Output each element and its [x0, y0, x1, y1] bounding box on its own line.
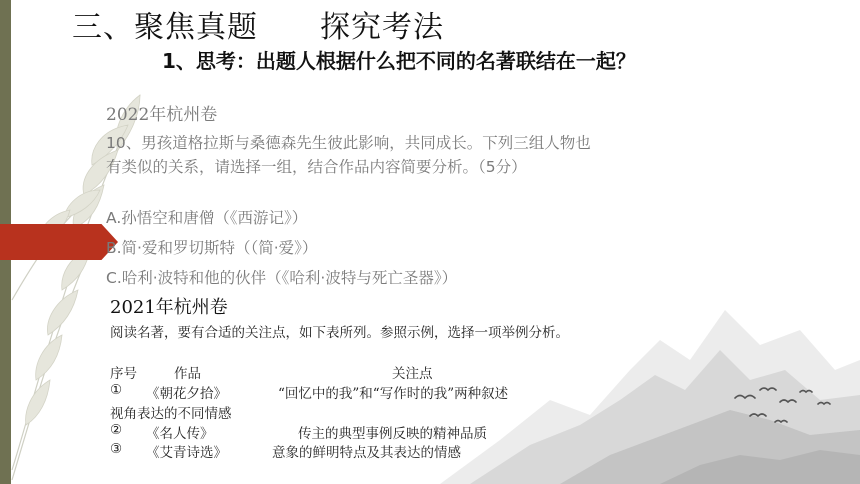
- exam-year-2022: 2022年杭州卷: [106, 105, 218, 125]
- row-focus-continued: 视角表达的不同情感: [110, 406, 232, 422]
- row-number: ①: [110, 382, 123, 398]
- guiding-question: 1、思考：出题人根据什么把不同的名著联结在一起？: [162, 49, 636, 73]
- option-c: C.哈利·波特和他的伙伴（《哈利·波特与死亡圣器》）: [106, 269, 458, 287]
- exam-prompt-2022: 10、男孩道格拉斯与桑德森先生彼此影响，共同成长。下列三组人物也有类似的关系，请选择一组，结合作品内容简要分析。（5分）: [106, 134, 591, 176]
- row-number: ③: [110, 441, 123, 457]
- row-focus: 传主的典型事例反映的精神品质: [298, 426, 487, 442]
- option-b: B.简·爱和罗切斯特（（简·爱》）: [106, 239, 318, 257]
- header-number: 序号: [110, 366, 137, 382]
- row-work: 《名人传》: [146, 426, 214, 442]
- header-work: 作品: [174, 366, 201, 382]
- slide-title: 三、聚焦真题 探究考法: [72, 10, 444, 45]
- row-work: 《朝花夕拾》: [146, 386, 227, 402]
- red-arrow-marker: [0, 224, 118, 260]
- exam-year-2021: 2021年杭州卷: [110, 297, 228, 318]
- row-focus: 意象的鲜明特点及其表达的情感: [272, 445, 461, 461]
- row-work: 《艾青诗选》: [146, 445, 227, 461]
- exam-prompt-2021: 阅读名著，要有合适的关注点，如下表所列。参照示例，选择一项举例分析。: [110, 325, 569, 341]
- row-focus: “回忆中的我”和“写作时的我”两种叙述: [278, 386, 509, 402]
- header-focus: 关注点: [392, 366, 433, 382]
- row-number: ②: [110, 422, 123, 438]
- flying-birds-icon: [730, 378, 840, 433]
- mountain-landscape-icon: [440, 250, 860, 484]
- option-a: A.孙悟空和唐僧（《西游记》）: [106, 209, 308, 227]
